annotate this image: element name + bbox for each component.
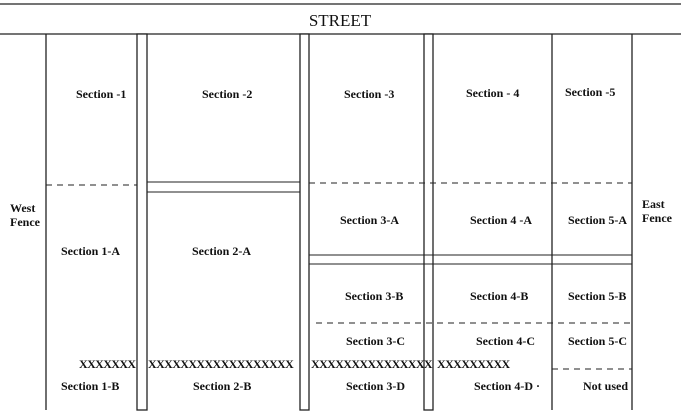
section-5-label: Section -5 xyxy=(565,85,616,99)
west-fence-line-1: West xyxy=(10,201,36,215)
barrier-section-4: XXXXXXXXX xyxy=(437,357,510,371)
wall-1-2 xyxy=(137,34,147,410)
section-2b-label: Section 2-B xyxy=(193,379,252,393)
section-3a-label: Section 3-A xyxy=(340,213,399,227)
wall-3-4 xyxy=(424,34,433,410)
west-fence-label xyxy=(10,201,41,229)
section-1-label: Section -1 xyxy=(76,87,127,101)
section-2-label: Section -2 xyxy=(202,87,253,101)
section-4b-label: Section 4-B xyxy=(470,289,529,303)
section-3-label: Section -3 xyxy=(344,87,395,101)
barrier-section-1: XXXXXXX xyxy=(79,357,136,371)
section-4-label: Section - 4 xyxy=(466,86,520,100)
section-1b-label: Section 1-B xyxy=(61,379,120,393)
wall-2-3 xyxy=(300,34,309,410)
section-3b-label: Section 3-B xyxy=(345,289,404,303)
barrier-section-2: XXXXXXXXXXXXXXXXXX xyxy=(148,357,294,371)
east-fence-label xyxy=(642,197,673,225)
barrier-section-3: XXXXXXXXXXXXXXX xyxy=(311,357,432,371)
east-fence-line-2: Fence xyxy=(642,211,672,225)
section-4a-label: Section 4 -A xyxy=(470,213,532,227)
west-fence-line-2: Fence xyxy=(10,215,40,229)
street-label: STREET xyxy=(308,11,372,30)
section-5c-label: Section 5-C xyxy=(568,334,627,348)
east-fence-line-1: East xyxy=(642,197,665,211)
section-3c-label: Section 3-C xyxy=(346,334,405,348)
section-4c-label: Section 4-C xyxy=(476,334,535,348)
section-1a-label: Section 1-A xyxy=(61,244,120,258)
section-5b-label: Section 5-B xyxy=(568,289,627,303)
not-used-label: Not used xyxy=(583,379,629,393)
section-2a-label: Section 2-A xyxy=(192,244,251,258)
section-4d-label: Section 4-D · xyxy=(474,379,540,393)
section-3d-label: Section 3-D xyxy=(346,379,405,393)
section-5a-label: Section 5-A xyxy=(568,213,627,227)
